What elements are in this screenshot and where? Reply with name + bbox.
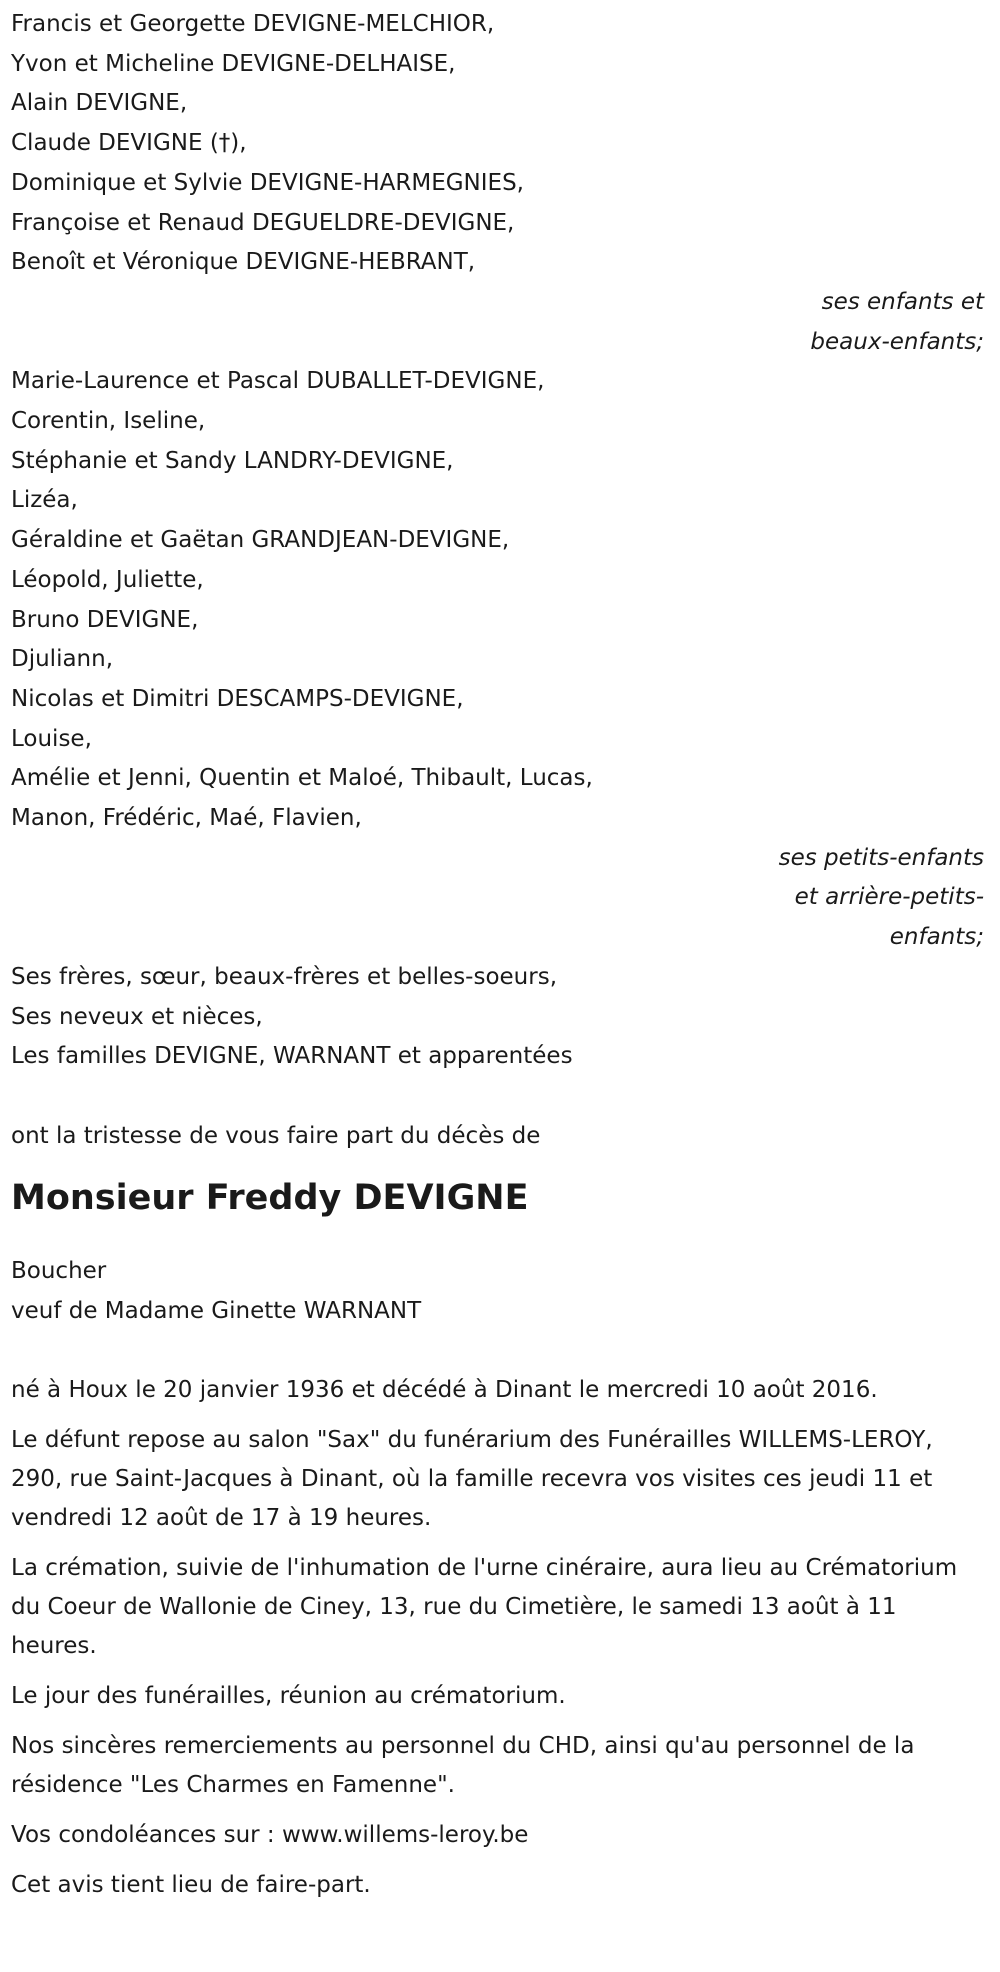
family-line: Ses neveux et nièces, — [11, 1003, 263, 1030]
children-list — [11, 5, 986, 283]
spacer — [11, 1077, 986, 1117]
grandchildren-label-line: ses petits-enfants — [778, 844, 984, 871]
notice-paragraph: Cet avis tient lieu de faire-part. — [11, 1872, 371, 1899]
children-line: Dominique et Sylvie DEVIGNE-HARMEGNIES, — [11, 169, 524, 196]
grandchildren-line: Louise, — [11, 725, 92, 752]
grandchildren-line: Géraldine et Gaëtan GRANDJEAN-DEVIGNE, — [11, 527, 510, 554]
grandchildren-line: Marie-Laurence et Pascal DUBALLET-DEVIGNE, — [11, 368, 545, 395]
birth-death-paragraph: né à Houx le 20 janvier 1936 et décédé à Dinant le mercredi 10 août 2016. — [11, 1377, 878, 1404]
funeral-day-paragraph: Le jour des funérailles, réunion au crématorium. — [11, 1683, 566, 1710]
grandchildren-line: Manon, Frédéric, Maé, Flavien, — [11, 805, 362, 832]
occupation: Boucher — [11, 1258, 107, 1285]
obituary-content — [11, 5, 986, 1916]
details-section — [11, 1371, 986, 1905]
grandchildren-line: Léopold, Juliette, — [11, 566, 204, 593]
family-list — [11, 958, 986, 1077]
children-line: Yvon et Micheline DEVIGNE-DELHAISE, — [11, 50, 456, 77]
thanks-paragraph: Nos sincères remerciements au personnel du CHD, ainsi qu'au personnel de la résidence "Les Charmes en Famenne". — [11, 1733, 915, 1799]
grandchildren-label — [11, 839, 986, 958]
children-line: Claude DEVIGNE (†), — [11, 130, 247, 157]
grandchildren-line: Stéphanie et Sandy LANDRY-DEVIGNE, — [11, 447, 454, 474]
announcement-text: ont la tristesse de vous faire part du décès de — [11, 1122, 541, 1149]
children-line: Françoise et Renaud DEGUELDRE-DEVIGNE, — [11, 209, 515, 236]
grandchildren-list — [11, 362, 986, 838]
grandchildren-label-line: enfants; — [889, 924, 984, 951]
spacer — [11, 1332, 986, 1372]
children-line: Benoît et Véronique DEVIGNE-HEBRANT, — [11, 249, 476, 276]
spouse-info: veuf de Madame Ginette WARNANT — [11, 1298, 422, 1325]
family-line: Ses frères, sœur, beaux-frères et belles-soeurs, — [11, 963, 558, 990]
grandchildren-line: Bruno DEVIGNE, — [11, 606, 199, 633]
family-line: Les familles DEVIGNE, WARNANT et apparentées — [11, 1043, 573, 1070]
grandchildren-line: Corentin, Iseline, — [11, 408, 206, 435]
children-label — [11, 283, 986, 362]
grandchildren-line: Lizéa, — [11, 487, 78, 514]
children-line: Francis et Georgette DEVIGNE-MELCHIOR, — [11, 11, 495, 37]
deceased-name: Monsieur Freddy DEVIGNE — [11, 1178, 529, 1219]
condolences-paragraph: Vos condoléances sur : www.willems-leroy.be — [11, 1822, 529, 1849]
children-line: Alain DEVIGNE, — [11, 90, 188, 117]
grandchildren-label-line: et arrière-petits- — [794, 884, 984, 911]
visitation-paragraph: Le défunt repose au salon "Sax" du funérarium des Funérailles WILLEMS-LEROY, 290, rue Saint-Jacques à Dinant, où la famille recevra vos visites ces jeudi 11 et vendredi 12 août de 17 à 19 heures. — [11, 1427, 933, 1532]
children-label-line: ses enfants et — [821, 288, 984, 315]
grandchildren-line: Djuliann, — [11, 646, 114, 673]
grandchildren-line: Amélie et Jenni, Quentin et Maloé, Thibault, Lucas, — [11, 765, 593, 792]
cremation-paragraph: La crémation, suivie de l'inhumation de l'urne cinéraire, aura lieu au Crématorium du Coeur de Wallonie de Ciney, 13, rue du Cimetière, le samedi 13 août à 11 heures. — [11, 1555, 958, 1660]
grandchildren-line: Nicolas et Dimitri DESCAMPS-DEVIGNE, — [11, 685, 464, 712]
children-label-line: beaux-enfants; — [810, 328, 984, 355]
